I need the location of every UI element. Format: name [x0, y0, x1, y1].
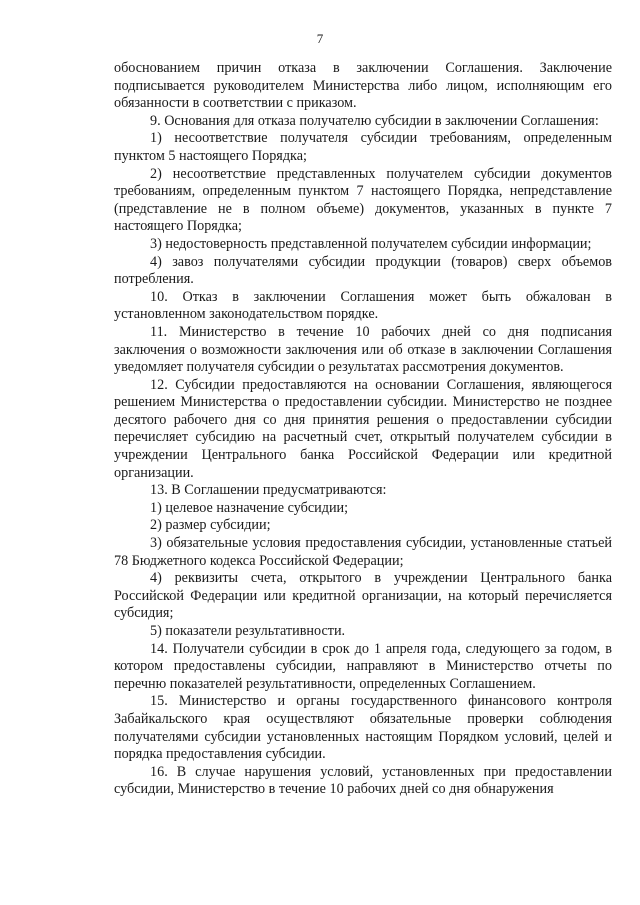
paragraph-clause-13-item-5: 5) показатели результативности.	[150, 623, 346, 639]
paragraph-clause-9-item-4: 4) завоз получателями субсидии продукции (товаров) сверх объемов потребления.	[114, 253, 612, 288]
paragraph-clause-9-item-2: 2) несоответствие представленных получателем субсидии документов требованиям, определенным пунктом 7 настоящего Порядка, непредставление (представление не в полном объеме) документов, указанных в пункте 7 настоящего Порядка;	[114, 165, 612, 235]
paragraph-clause-10: 10. Отказ в заключении Соглашения может быть обжалован в установленном законодательством порядке.	[114, 288, 612, 323]
paragraph-continuation: обоснованием причин отказа в заключении Соглашения. Заключение подписывается руководителем Министерства либо лицом, исполняющим его обязанности в соответствии с приказом.	[114, 60, 612, 112]
paragraph-clause-13-item-2: 2) размер субсидии;	[150, 517, 271, 534]
document-body	[114, 60, 612, 799]
paragraph-clause-13-item-3: 3) обязательные условия предоставления субсидии, установленные статьей 78 Бюджетного кодекса Российской Федерации;	[114, 535, 612, 569]
paragraph-clause-9-item-1: 1) несоответствие получателя субсидии требованиям, определенным пунктом 5 настоящего Порядка;	[114, 130, 612, 164]
paragraph-clause-13-item-1: 1) целевое назначение субсидии;	[150, 499, 349, 516]
paragraph-clause-13-item-4: 4) реквизиты счета, открытого в учреждении Центрального банка Российской Федерации или кредитной организации, на который перечисляется субсидия;	[114, 570, 612, 622]
paragraph-clause-9-item-3: 3) недостоверность представленной получателем субсидии информации;	[150, 235, 592, 252]
paragraph-clause-16: 16. В случае нарушения условий, установленных при предоставлении субсидии, Министерство в течение 10 рабочих дней со дня обнаружения	[114, 763, 612, 798]
paragraph-clause-15: 15. Министерство и органы государственного финансового контроля Забайкальского края осуществляют обязательные проверки соблюдения получателями субсидии установленных настоящим Порядком условий, целей и порядка предоставления субсидии.	[114, 693, 612, 763]
paragraph-clause-13: 13. В Соглашении предусматриваются:	[150, 482, 387, 499]
paragraph-clause-14: 14. Получатели субсидии в срок до 1 апреля года, следующего за годом, в котором предоставлены субсидии, направляют в Министерство отчеты по перечню показателей результативности, определенных Соглашением.	[114, 640, 612, 692]
paragraph-clause-12: 12. Субсидии предоставляются на основании Соглашения, являющегося решением Министерства о предоставлении субсидии. Министерство не позднее десятого рабочего дня со дня принятия решения о предоставлении субсидии перечисляет субсидию на расчетный счет, открытый получателем субсидии в учреждении Центрального банка Российской Федерации или кредитной организации.	[114, 376, 612, 481]
paragraph-clause-9: 9. Основания для отказа получателю субсидии в заключении Соглашения:	[150, 112, 599, 129]
page-number: 7	[316, 31, 324, 46]
paragraph-clause-11: 11. Министерство в течение 10 рабочих дней со дня подписания заключения о возможности заключения или об отказе в заключении Соглашения уведомляет получателя субсидии о результатах рассмотрения документов.	[114, 323, 612, 376]
